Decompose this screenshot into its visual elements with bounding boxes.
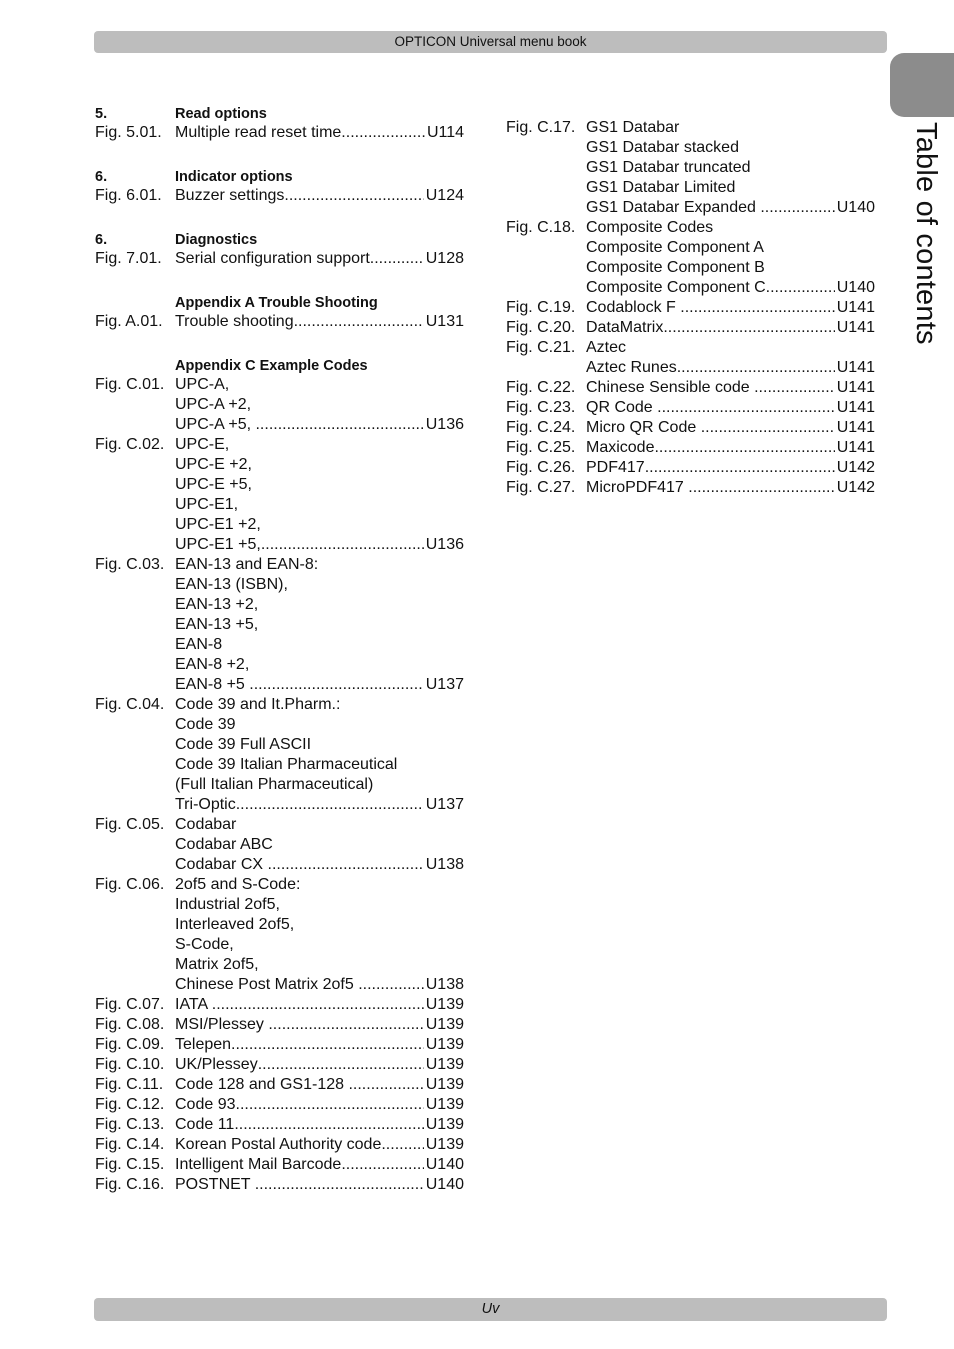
entry-page: U139 <box>425 1096 464 1113</box>
entry-page: U114 <box>426 124 464 141</box>
dot-leader <box>341 1155 423 1175</box>
figure-number: Fig. C.19. <box>506 299 576 316</box>
toc-entry[interactable] <box>95 515 464 535</box>
entry-label: Code 39 Full ASCII <box>175 736 312 753</box>
toc-entry[interactable] <box>95 595 464 615</box>
entry-label: Tri-Optic <box>175 796 236 813</box>
entry-label: Composite Component A <box>586 239 764 256</box>
figure-number: Fig. C.17. <box>506 119 576 136</box>
figure-number: Fig. C.12. <box>95 1096 165 1113</box>
entry-page: U139 <box>425 1016 464 1033</box>
toc-entry[interactable] <box>95 435 464 455</box>
entry-label: Maxicode <box>586 439 655 456</box>
toc-entry[interactable] <box>95 1075 464 1095</box>
toc-entry[interactable] <box>95 575 464 595</box>
entry-label: UPC-A +5, <box>175 416 256 433</box>
toc-entry[interactable] <box>95 395 464 415</box>
entry-label: S-Code, <box>175 936 234 953</box>
dot-leader <box>370 249 424 269</box>
toc-entry[interactable] <box>506 118 875 138</box>
toc-entry[interactable] <box>506 438 875 458</box>
dot-leader <box>688 478 835 498</box>
section-gap <box>95 332 464 355</box>
entry-label: GS1 Databar Limited <box>586 179 736 196</box>
figure-number: Fig. C.08. <box>95 1016 165 1033</box>
toc-entry[interactable] <box>506 258 875 278</box>
toc-entry[interactable] <box>95 775 464 795</box>
section-heading <box>95 229 464 249</box>
section-heading <box>95 292 464 312</box>
section-title: Appendix A Trouble Shooting <box>175 295 378 311</box>
toc-entry[interactable] <box>506 318 875 338</box>
entry-page: U131 <box>425 313 464 330</box>
entry-page: U139 <box>425 1036 464 1053</box>
entry-label: (Full Italian Pharmaceutical) <box>175 776 374 793</box>
toc-right-column <box>506 118 875 498</box>
toc-entry[interactable] <box>95 1015 464 1035</box>
dot-leader <box>645 458 835 478</box>
entry-label: Codabar ABC <box>175 836 273 853</box>
dot-leader <box>294 312 424 332</box>
toc-entry[interactable] <box>506 398 875 418</box>
figure-number: Fig. C.25. <box>506 439 576 456</box>
toc-entry[interactable] <box>95 535 464 555</box>
entry-page: U141 <box>836 419 875 436</box>
running-header <box>94 31 887 53</box>
toc-entry[interactable] <box>95 555 464 575</box>
entry-page: U137 <box>425 796 464 813</box>
figure-number: Fig. 5.01. <box>95 124 162 141</box>
entry-page: U139 <box>425 996 464 1013</box>
toc-entry[interactable] <box>506 298 875 318</box>
toc-entry[interactable] <box>95 695 464 715</box>
dot-leader <box>234 1115 423 1135</box>
entry-label: EAN-13 (ISBN), <box>175 576 288 593</box>
dot-leader <box>657 398 835 418</box>
entry-label: EAN-13 +2, <box>175 596 259 613</box>
entry-label: POSTNET <box>175 1176 255 1193</box>
toc-entry[interactable] <box>95 1035 464 1055</box>
toc-entry[interactable] <box>95 1095 464 1115</box>
side-title: Table of contents <box>910 122 942 345</box>
entry-label: GS1 Databar truncated <box>586 159 751 176</box>
toc-entry[interactable] <box>95 915 464 935</box>
dot-leader <box>654 438 834 458</box>
entry-page: U139 <box>425 1076 464 1093</box>
toc-entry[interactable] <box>95 1175 464 1195</box>
section-number: 5. <box>95 106 108 122</box>
figure-number: Fig. A.01. <box>95 313 163 330</box>
figure-number: Fig. C.27. <box>506 479 576 496</box>
entry-label: Serial configuration support <box>175 250 370 267</box>
entry-label: 2of5 and S-Code: <box>175 876 301 893</box>
figure-number: Fig. C.20. <box>506 319 576 336</box>
dot-leader <box>760 198 834 218</box>
entry-label: EAN-8 +2, <box>175 656 250 673</box>
entry-label: Code 128 and GS1-128 <box>175 1076 349 1093</box>
toc-left-column <box>95 103 464 1195</box>
toc-entry[interactable] <box>506 198 875 218</box>
section-title: Read options <box>175 106 267 122</box>
section-title: Indicator options <box>175 169 293 185</box>
entry-page: U141 <box>836 399 875 416</box>
section-title: Diagnostics <box>175 232 258 248</box>
dot-leader <box>381 1135 423 1155</box>
toc-entry[interactable] <box>506 458 875 478</box>
entry-label: Industrial 2of5, <box>175 896 280 913</box>
toc-entry[interactable] <box>95 655 464 675</box>
section-gap <box>95 143 464 166</box>
entry-label: UPC-E1 +2, <box>175 516 261 533</box>
entry-page: U141 <box>836 319 875 336</box>
dot-leader <box>680 298 834 318</box>
toc-entry[interactable] <box>95 123 464 143</box>
figure-number: Fig. C.01. <box>95 376 165 393</box>
toc-entry[interactable] <box>95 375 464 395</box>
entry-label: Codablock F <box>586 299 681 316</box>
dot-leader <box>284 186 423 206</box>
toc-entry[interactable] <box>95 895 464 915</box>
toc-entry[interactable] <box>95 815 464 835</box>
figure-number: Fig. C.26. <box>506 459 576 476</box>
toc-entry[interactable] <box>95 495 464 515</box>
dot-leader <box>754 378 835 398</box>
entry-label: Trouble shooting <box>175 313 294 330</box>
toc-entry[interactable] <box>95 615 464 635</box>
toc-entry[interactable] <box>95 1155 464 1175</box>
toc-entry[interactable] <box>95 755 464 775</box>
entry-label: GS1 Databar <box>586 119 680 136</box>
figure-number: Fig. C.21. <box>506 339 576 356</box>
dot-leader <box>348 1075 423 1095</box>
entry-label: Matrix 2of5, <box>175 956 259 973</box>
section-gap <box>95 206 464 229</box>
section-heading <box>95 166 464 186</box>
entry-label: Micro QR Code <box>586 419 701 436</box>
entry-label: EAN-8 +5 <box>175 676 250 693</box>
figure-number: Fig. C.05. <box>95 816 165 833</box>
dot-leader <box>255 415 423 435</box>
figure-number: Fig. C.24. <box>506 419 576 436</box>
entry-label: Telepen <box>175 1036 232 1053</box>
entry-page: U142 <box>836 459 875 476</box>
entry-label: UK/Plessey <box>175 1056 258 1073</box>
toc-entry[interactable] <box>506 238 875 258</box>
entry-page: U141 <box>836 299 875 316</box>
entry-label: Code 11 <box>175 1116 235 1133</box>
dot-leader <box>268 1015 423 1035</box>
toc-entry[interactable] <box>95 835 464 855</box>
entry-label: Intelligent Mail Barcode <box>175 1156 342 1173</box>
entry-page: U137 <box>425 676 464 693</box>
dot-leader <box>236 1095 424 1115</box>
figure-number: Fig. 6.01. <box>95 187 162 204</box>
entry-page: U141 <box>836 359 875 376</box>
entry-label: DataMatrix <box>586 319 664 336</box>
figure-number: Fig. C.02. <box>95 436 165 453</box>
entry-label: PDF417 <box>586 459 645 476</box>
toc-entry[interactable] <box>506 378 875 398</box>
toc-entry[interactable] <box>95 186 464 206</box>
toc-entry[interactable] <box>95 995 464 1015</box>
entry-page: U140 <box>836 199 875 216</box>
dot-leader <box>677 358 835 378</box>
dot-leader <box>258 1055 424 1075</box>
dot-leader <box>341 123 425 143</box>
toc-entry[interactable] <box>95 475 464 495</box>
toc-entry[interactable] <box>95 935 464 955</box>
toc-entry[interactable] <box>506 358 875 378</box>
section-heading <box>95 103 464 123</box>
toc-entry[interactable] <box>506 478 875 498</box>
toc-entry[interactable] <box>95 249 464 269</box>
toc-entry[interactable] <box>506 418 875 438</box>
entry-label: Composite Component C <box>586 279 766 296</box>
entry-label: UPC-A +2, <box>175 396 252 413</box>
entry-page: U124 <box>425 187 464 204</box>
dot-leader <box>663 318 834 338</box>
entry-page: U138 <box>425 856 464 873</box>
entry-label: UPC-E +5, <box>175 476 252 493</box>
figure-number: Fig. C.23. <box>506 399 576 416</box>
entry-label: MSI/Plessey <box>175 1016 269 1033</box>
dot-leader <box>231 1035 424 1055</box>
page-number: Uv <box>481 1301 500 1317</box>
entry-page: U140 <box>425 1156 464 1173</box>
toc-entry[interactable] <box>506 278 875 298</box>
toc-entry[interactable] <box>95 455 464 475</box>
entry-label: Composite Codes <box>586 219 714 236</box>
dot-leader <box>268 855 424 875</box>
figure-number: Fig. C.07. <box>95 996 165 1013</box>
dot-leader <box>701 418 835 438</box>
entry-label: Interleaved 2of5, <box>175 916 295 933</box>
toc-entry[interactable] <box>95 955 464 975</box>
figure-number: Fig. C.18. <box>506 219 576 236</box>
toc-entry[interactable] <box>95 1115 464 1135</box>
entry-label: IATA <box>175 996 212 1013</box>
entry-page: U139 <box>425 1056 464 1073</box>
toc-entry[interactable] <box>95 312 464 332</box>
entry-label: EAN-8 <box>175 636 223 653</box>
entry-label: MicroPDF417 <box>586 479 689 496</box>
entry-page: U138 <box>425 976 464 993</box>
toc-entry[interactable] <box>95 855 464 875</box>
figure-number: Fig. C.04. <box>95 696 165 713</box>
figure-number: Fig. C.16. <box>95 1176 165 1193</box>
toc-entry[interactable] <box>95 635 464 655</box>
entry-label: Chinese Sensible code <box>586 379 755 396</box>
entry-label: Korean Postal Authority code <box>175 1136 382 1153</box>
entry-label: UPC-E, <box>175 436 230 453</box>
toc-entry[interactable] <box>506 338 875 358</box>
toc-entry[interactable] <box>506 158 875 178</box>
entry-page: U140 <box>425 1176 464 1193</box>
dot-leader <box>236 795 424 815</box>
entry-label: Aztec Runes <box>586 359 677 376</box>
entry-page: U139 <box>425 1136 464 1153</box>
figure-number: Fig. 7.01. <box>95 250 162 267</box>
figure-number: Fig. C.06. <box>95 876 165 893</box>
entry-page: U140 <box>836 279 875 296</box>
dot-leader <box>212 995 424 1015</box>
toc-entry[interactable] <box>95 975 464 995</box>
toc-entry[interactable] <box>95 715 464 735</box>
section-number: 6. <box>95 169 108 185</box>
toc-entry[interactable] <box>506 138 875 158</box>
section-gap <box>95 269 464 292</box>
section-number: 6. <box>95 232 108 248</box>
entry-label: Code 39 and It.Pharm.: <box>175 696 341 713</box>
page-footer <box>94 1298 887 1321</box>
figure-number: Fig. C.11. <box>95 1076 164 1093</box>
entry-label: EAN-13 and EAN-8: <box>175 556 319 573</box>
entry-label: Multiple read reset time <box>175 124 342 141</box>
dot-leader <box>255 1175 424 1195</box>
entry-label: Chinese Post Matrix 2of5 <box>175 976 359 993</box>
figure-number: Fig. C.09. <box>95 1036 165 1053</box>
entry-page: U141 <box>836 439 875 456</box>
entry-label: Buzzer settings <box>175 187 285 204</box>
dot-leader <box>261 535 424 555</box>
entry-label: UPC-E1, <box>175 496 239 513</box>
section-title: Appendix C Example Codes <box>175 358 368 374</box>
toc-entry[interactable] <box>95 735 464 755</box>
entry-page: U141 <box>836 379 875 396</box>
toc-entry[interactable] <box>95 675 464 695</box>
figure-number: Fig. C.13. <box>95 1116 165 1133</box>
entry-label: Codabar <box>175 816 237 833</box>
figure-number: Fig. C.22. <box>506 379 576 396</box>
entry-label: QR Code <box>586 399 658 416</box>
figure-number: Fig. C.03. <box>95 556 165 573</box>
toc-entry[interactable] <box>95 415 464 435</box>
entry-label: UPC-A, <box>175 376 230 393</box>
figure-number: Fig. C.15. <box>95 1156 165 1173</box>
dot-leader <box>766 278 835 298</box>
dot-leader <box>249 675 423 695</box>
toc-entry[interactable] <box>95 795 464 815</box>
entry-page: U139 <box>425 1116 464 1133</box>
entry-label: UPC-E1 +5, <box>175 536 261 553</box>
entry-label: Code 93 <box>175 1096 236 1113</box>
entry-label: Codabar CX <box>175 856 268 873</box>
toc-entry[interactable] <box>95 1135 464 1155</box>
entry-label: GS1 Databar Expanded <box>586 199 761 216</box>
entry-label: Code 39 <box>175 716 236 733</box>
section-heading <box>95 355 464 375</box>
dot-leader <box>358 975 424 995</box>
toc-entry[interactable] <box>506 218 875 238</box>
figure-number: Fig. C.10. <box>95 1056 165 1073</box>
entry-page: U136 <box>425 536 464 553</box>
entry-label: EAN-13 +5, <box>175 616 259 633</box>
entry-page: U136 <box>425 416 464 433</box>
entry-page: U128 <box>425 250 464 267</box>
entry-label: UPC-E +2, <box>175 456 252 473</box>
toc-entry[interactable] <box>95 875 464 895</box>
entry-label: GS1 Databar stacked <box>586 139 739 156</box>
entry-page: U142 <box>836 479 875 496</box>
header-title: OPTICON Universal menu book <box>394 34 587 49</box>
figure-number: Fig. C.14. <box>95 1136 165 1153</box>
entry-label: Composite Component B <box>586 259 765 276</box>
entry-label: Aztec <box>586 339 627 356</box>
entry-label: Code 39 Italian Pharmaceutical <box>175 756 398 773</box>
toc-entry[interactable] <box>95 1055 464 1075</box>
toc-entry[interactable] <box>506 178 875 198</box>
section-tab <box>890 53 954 117</box>
